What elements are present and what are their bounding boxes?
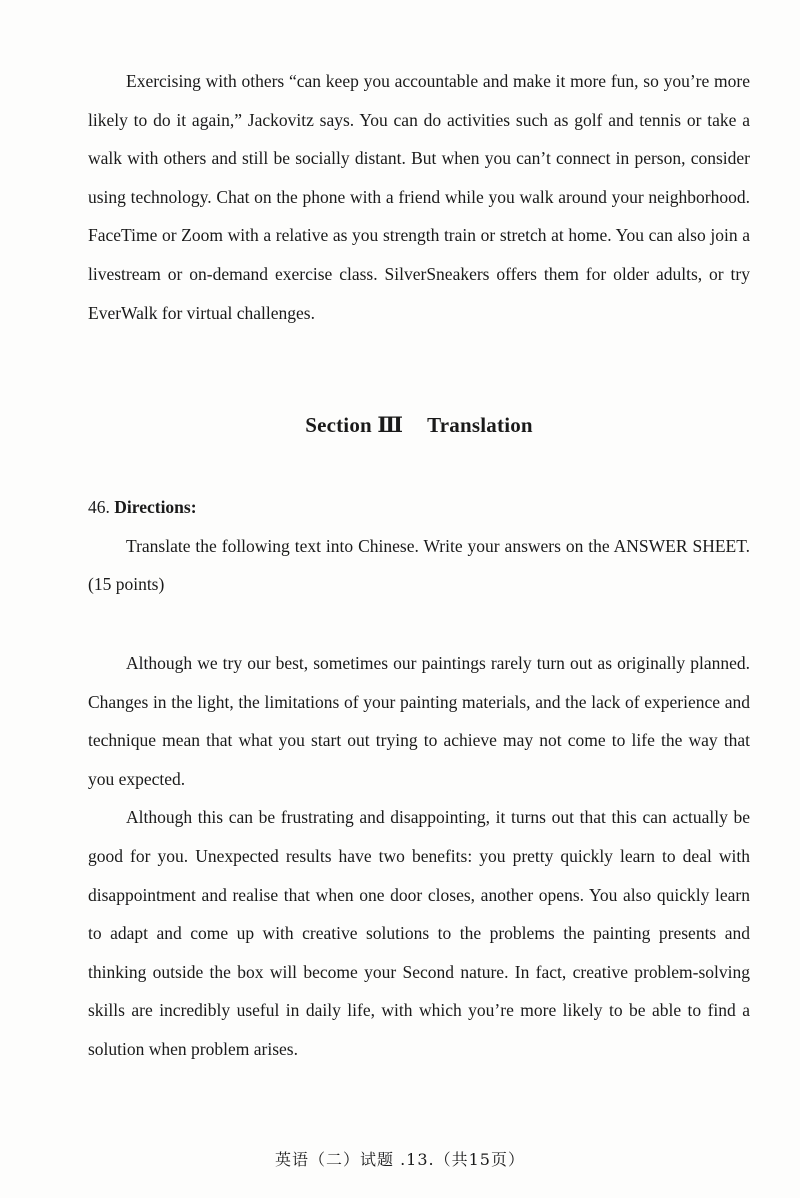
question-header [88, 488, 750, 527]
directions-label: Directions: [114, 497, 197, 517]
intro-paragraph: Exercising with others “can keep you accountable and make it more fun, so you’re more likely to do it again,” Jackovitz says. You can do activities such as golf and tennis or take a walk with others and still be socially distant. But when you can’t connect in person, consider using technology. Chat on the phone with a friend while you walk around your neighborhood. FaceTime or Zoom with a relative as you strength train or stretch at home. You can also join a livestream or on-demand exercise class. SilverSneakers offers them for older adults, or try EverWalk for virtual challenges. [88, 71, 750, 323]
section-heading [88, 412, 750, 438]
translation-passage [88, 644, 750, 1069]
exam-page [88, 62, 750, 1059]
page-footer: 英语（二）试题 .13.（共15页） [275, 1150, 525, 1169]
passage-paragraph-2: Although this can be frustrating and disappointing, it turns out that this can actually be good for you. Unexpected results have two benefits: you pretty quickly learn to deal with disappointment and realise that when one door closes, another opens. You also quickly learn to adapt and come up with creative solutions to the problems the painting presents and thinking outside the box will become your Second nature. In fact, creative problem-solving skills are incredibly useful in daily life, with which you’re more likely to be able to find a solution when problem arises. [88, 807, 750, 1059]
passage-paragraph-1: Although we try our best, sometimes our paintings rarely turn out as originally planned. Changes in the light, the limitations of your painting materials, and the lack of experience and technique mean that what you start out trying to achieve may not come to life the way that you expected. [88, 653, 750, 789]
section-number: Section Ⅲ [305, 413, 404, 437]
question-number: 46. [88, 497, 110, 517]
section-title: Translation [427, 413, 533, 437]
question-46 [88, 488, 750, 604]
directions-text: Translate the following text into Chinese. Write your answers on the ANSWER SHEET. (15 points) [88, 535, 750, 595]
